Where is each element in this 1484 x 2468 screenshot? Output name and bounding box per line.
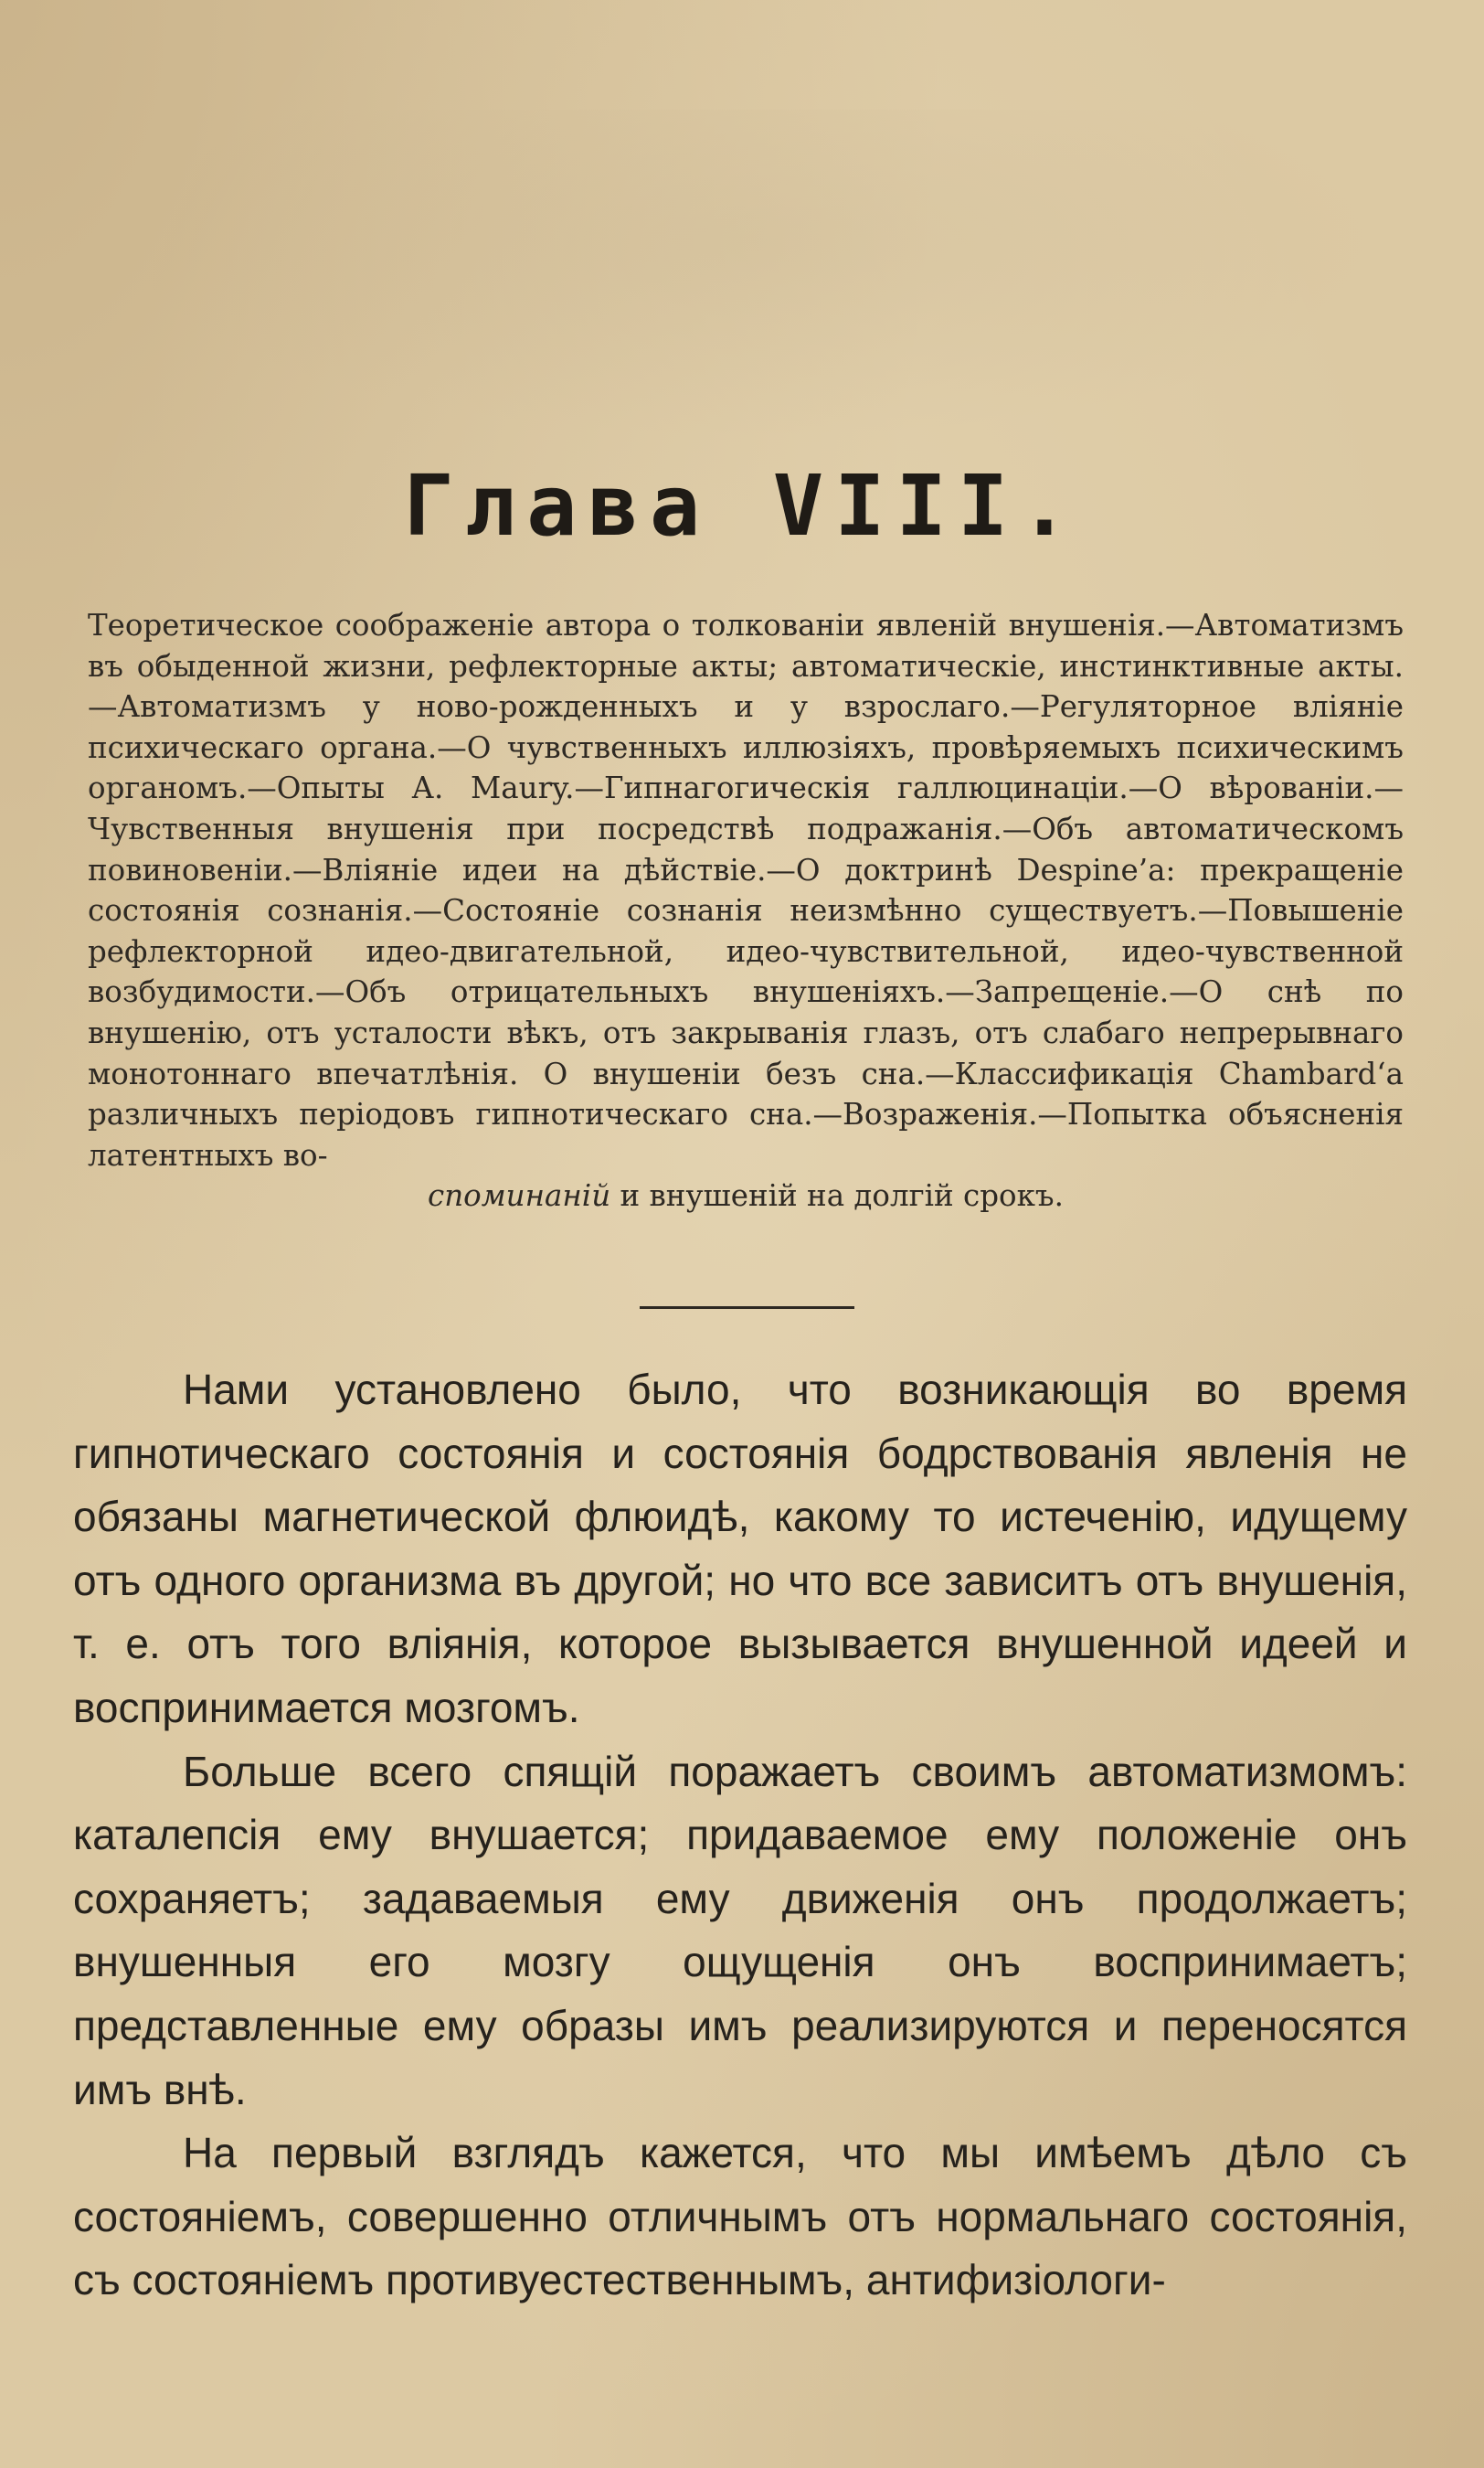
- paragraph-2: Больше всего спящій поражаетъ своимъ автоматизмомъ: каталепсія ему внушается; придаваемое ему положеніе онъ сохраняетъ; задаваемыя ему движенія онъ продолжаетъ; внушенныя его мозгу ощущенія онъ воспринимаетъ; представленные ему образы имъ реализируются и переносятся имъ внѣ.: [73, 1747, 1407, 2113]
- summary-last-rest: и внушеній на долгій срокъ.: [610, 1178, 1064, 1214]
- main-text: [73, 1358, 1407, 2313]
- chapter-summary: [88, 605, 1404, 1217]
- paragraph-1: Нами установлено было, что возникающія во время гипнотическаго состоянія и состоянія бодрствованія явленія не обязаны магнетической флюидѣ, какому то истеченію, идущему отъ одного организма въ другой; но что все зависитъ отъ внушенія, т. е. отъ того вліянія, которое вызывается внушенной идеей и воспринимается мозгомъ.: [73, 1366, 1407, 1731]
- chapter-title: Глава VIII.: [403, 457, 1081, 555]
- paper-stain: [119, 110, 1398, 439]
- section-divider: [640, 1306, 854, 1309]
- summary-text: Теоретическое соображеніе автора о толкованіи явленій внушенія.—Автоматизмъ въ обыденной жизни, рефлекторные акты; автоматическіе, инстинктивные акты.—Автоматизмъ у ново-рожденныхъ и у взрослаго.—Регуляторное вліяніе психическаго органа.—О чувственныхъ иллюзіяхъ, провѣряемыхъ психическимъ органомъ.—Опыты А. Maury.—Гипнагогическія галлюцинаціи.—О вѣрованіи.—Чувственныя внушенія при посредствѣ подражанія.—Объ автоматическомъ повиновеніи.—Вліяніе идеи на дѣйствіе.—О доктринѣ Despine’a: прекращеніе состоянія сознанія.—Состояніе сознанія неизмѣнно существуетъ.—Повышеніе рефлекторной идео-двигательной, идео-чувствительной, идео-чувственной возбудимости.—Объ отрицательныхъ внушеніяхъ.—Запрещеніе.—О снѣ по внушенію, отъ усталости вѣкъ, отъ закрыванія глазъ, отъ слабаго непрерывнаго монотоннаго впечатлѣнія. О внушеніи безъ сна.—Классификація Chambard‘a различныхъ періодовъ гипнотическаго сна.—Возраженія.—Попытка объясненія латентныхъ во-: [88, 608, 1404, 1173]
- summary-last-line: [88, 1175, 1404, 1217]
- paragraph-3: На первый взглядъ кажется, что мы имѣемъ дѣло съ состояніемъ, совершенно отличнымъ отъ нормальнаго состоянія, съ состояніемъ противуестественнымъ, антифизіологи-: [73, 2129, 1407, 2304]
- summary-last-italic: споминаній: [428, 1178, 611, 1214]
